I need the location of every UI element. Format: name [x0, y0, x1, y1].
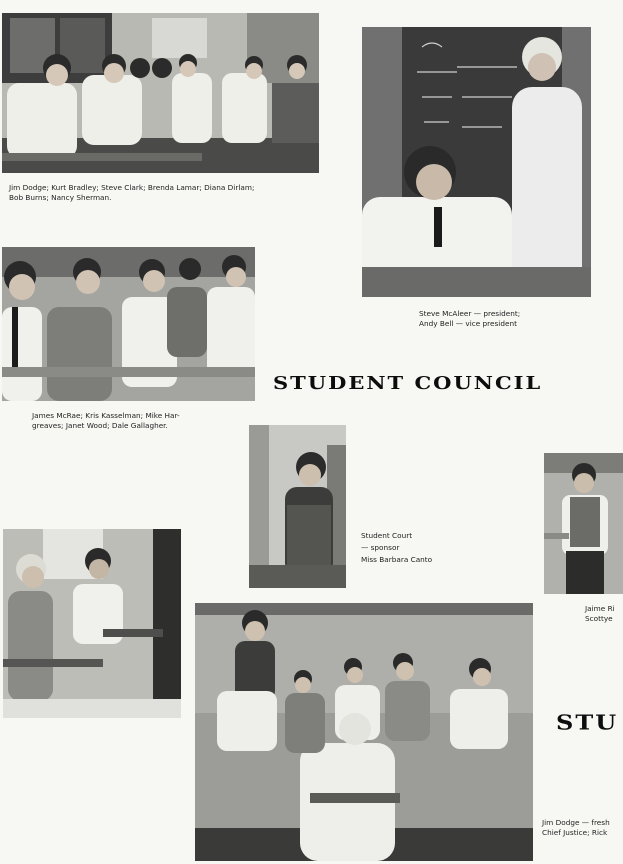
caption-photo-student-right — [585, 604, 615, 624]
caption-line: Steve McAleer — president; — [419, 309, 521, 318]
photo-president-chalkboard — [362, 27, 591, 297]
caption-line: Scottye — [585, 614, 613, 623]
section-heading: STUDENT COUNCIL — [273, 372, 543, 394]
photo-student-court-group — [195, 603, 533, 861]
photo-two-students — [3, 529, 181, 718]
caption-photo-student-court-group — [542, 818, 610, 838]
photo-students-rows — [2, 247, 255, 401]
photo-student-right — [544, 453, 623, 594]
caption-line: Jaime Ri — [585, 604, 615, 613]
caption-line: Andy Bell — vice president — [419, 319, 517, 328]
caption-line: Student Court — [361, 531, 413, 540]
photo-classroom-group — [2, 13, 319, 173]
caption-line: Chief Justice; Rick — [542, 828, 608, 837]
caption-line: — sponsor — [361, 543, 400, 552]
caption-photo-sponsor — [361, 530, 432, 566]
section-heading-right: STU — [556, 710, 619, 735]
caption-line: Bob Burns; Nancy Sherman. — [9, 193, 112, 202]
caption-line: Miss Barbara Canto — [361, 555, 433, 564]
caption-photo-classroom-group — [9, 183, 254, 203]
caption-photo-president-chalkboard — [419, 309, 520, 329]
caption-line: greaves; Janet Wood; Dale Gallagher. — [32, 421, 168, 430]
caption-line: Jim Dodge; Kurt Bradley; Steve Clark; Brenda Lamar; Diana Dirlam; — [9, 183, 255, 192]
caption-line: Jim Dodge — fresh — [542, 818, 610, 827]
photo-sponsor — [249, 425, 346, 588]
caption-photo-students-rows — [32, 411, 180, 431]
caption-line: James McRae; Kris Kasselman; Mike Har- — [32, 411, 180, 420]
